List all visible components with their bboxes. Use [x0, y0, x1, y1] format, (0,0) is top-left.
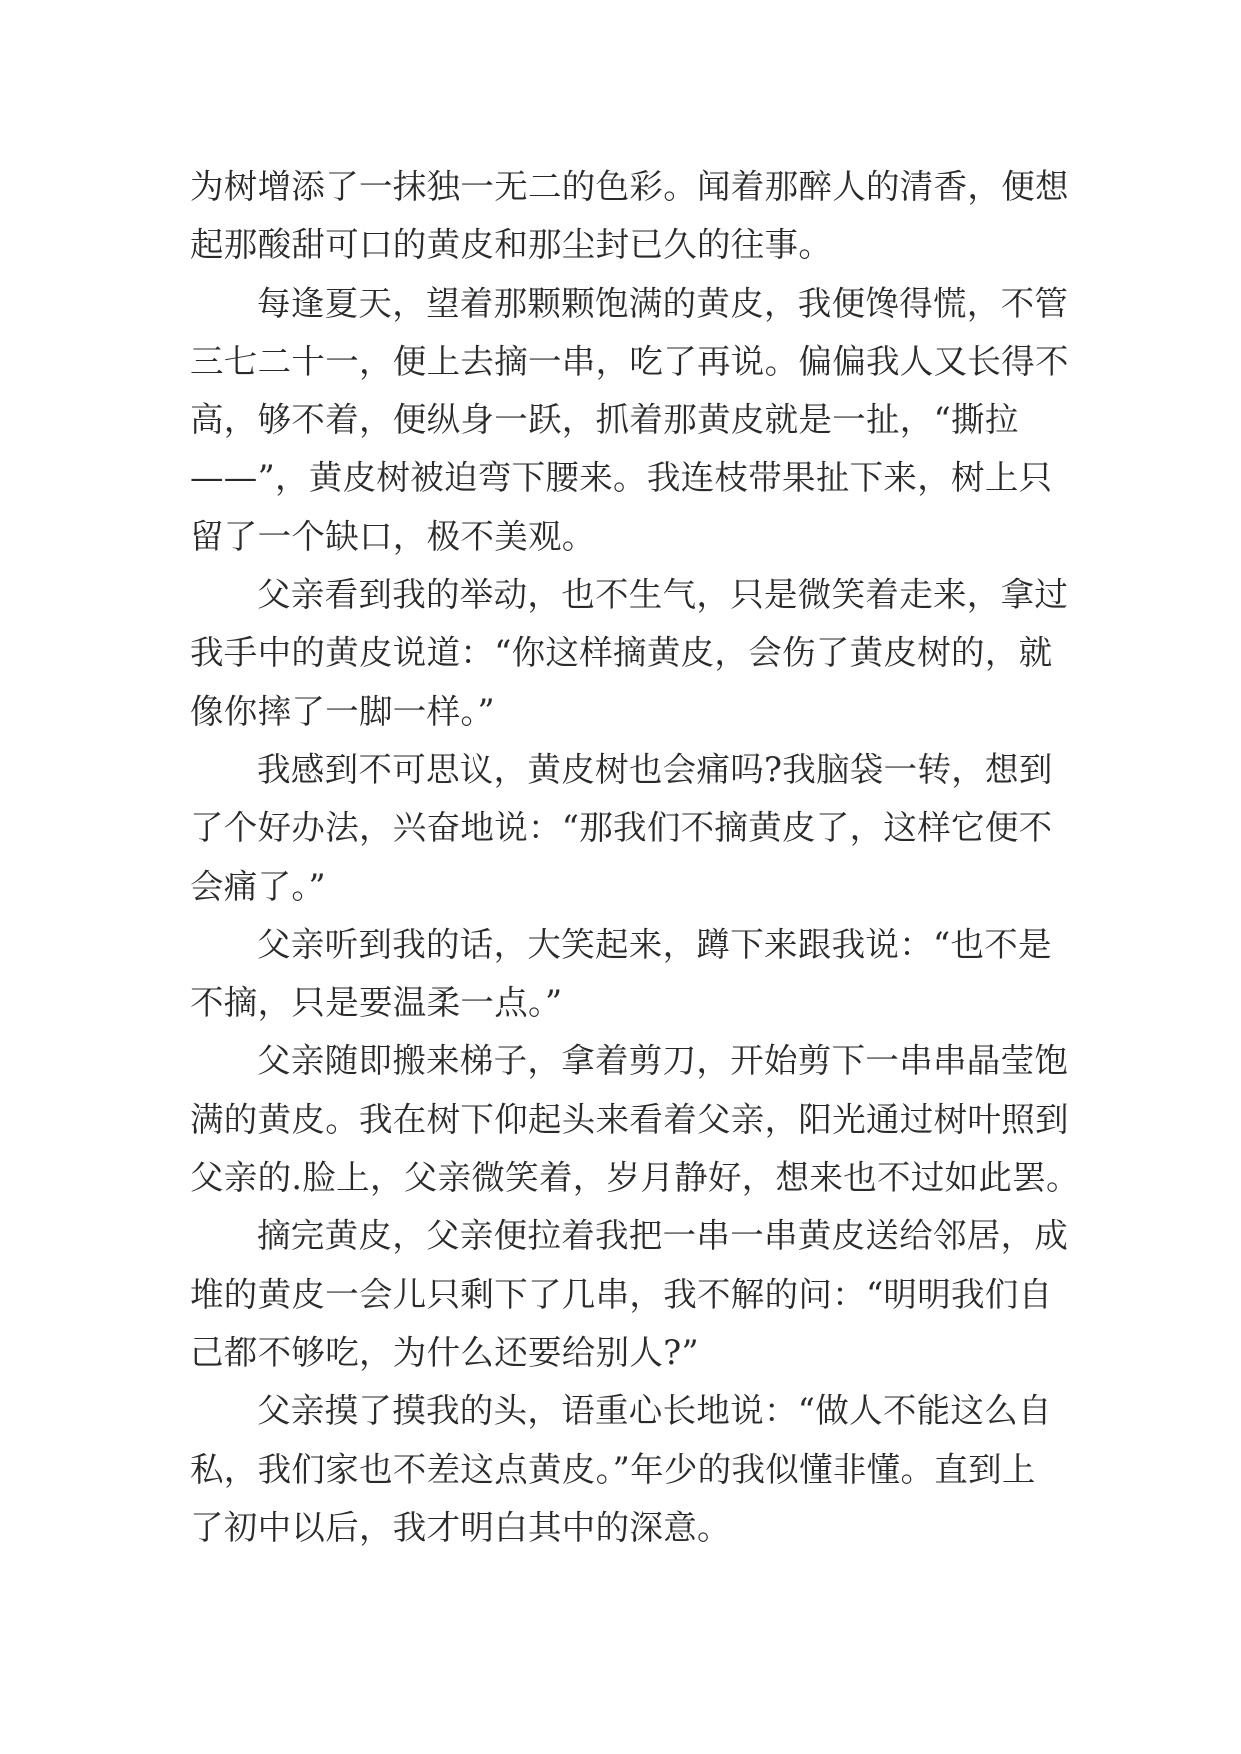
text-line: 满的黄皮。我在树下仰起头来看着父亲，阳光通过树叶照到: [190, 1099, 1069, 1139]
text-line: 我手中的黄皮说道：“你这样摘黄皮，会伤了黄皮树的，就: [190, 633, 1053, 673]
text-line: ——”，黄皮树被迫弯下腰来。我连枝带果扯下来，树上只: [190, 458, 1053, 498]
paragraph: [190, 916, 1060, 1033]
text-line: 为树增添了一抹独一无二的色彩。闻着那醉人的清香，便想: [190, 167, 1069, 206]
paragraph: [190, 741, 1060, 916]
essay-body: [190, 158, 1080, 1557]
text-line: 父亲看到我的举动，也不生气，只是微笑着走来，拿过: [257, 575, 1069, 615]
text-line: 起那酸甜可口的黄皮和那尘封已久的往事。: [190, 225, 833, 265]
text-line: 私，我们家也不差这点黄皮。”年少的我似懂非懂。直到上: [190, 1449, 1036, 1489]
paragraph: [190, 1207, 1069, 1382]
paragraph: [190, 566, 1069, 741]
paragraph: [190, 1382, 1060, 1557]
text-line: 不摘，只是要温柔一点。”: [190, 983, 563, 1023]
text-line: 像你摔了一脚一样。”: [190, 691, 495, 731]
text-line: 每逢夏天，望着那颗颗饱满的黄皮，我便馋得慌，不管: [257, 283, 1069, 323]
paragraph: [190, 1032, 1080, 1207]
text-line: 留了一个缺口，极不美观。: [190, 516, 596, 556]
text-line: 了初中以后，我才明白其中的深意。: [190, 1507, 731, 1547]
text-line: 父亲的.脸上，父亲微笑着，岁月静好，想来也不过如此罢。: [190, 1158, 1080, 1198]
text-line: 高，够不着，便纵身一跃，抓着那黄皮就是一扯，“撕拉: [190, 400, 1019, 440]
text-line: 堆的黄皮一会儿只剩下了几串，我不解的问：“明明我们自: [190, 1274, 1053, 1314]
text-line: 会痛了。”: [190, 866, 326, 906]
text-line: 父亲摸了摸我的头，语重心长地说：“做人不能这么自: [257, 1391, 1052, 1431]
text-line: 父亲听到我的话，大笑起来，蹲下来跟我说：“也不是: [257, 924, 1052, 964]
paragraph: [190, 158, 1069, 275]
paragraph: [190, 275, 1069, 566]
text-line: 父亲随即搬来梯子，拿着剪刀，开始剪下一串串晶莹饱: [257, 1041, 1069, 1081]
text-line: 我感到不可思议，黄皮树也会痛吗?我脑袋一转，想到: [257, 749, 1053, 789]
text-line: 了个好办法，兴奋地说：“那我们不摘黄皮了，这样它便不: [190, 808, 1053, 848]
text-line: 摘完黄皮，父亲便拉着我把一串一串黄皮送给邻居，成: [257, 1216, 1069, 1256]
text-line: 己都不够吃，为什么还要给别人?”: [190, 1332, 699, 1372]
text-line: 三七二十一，便上去摘一串，吃了再说。偏偏我人又长得不: [190, 341, 1069, 381]
